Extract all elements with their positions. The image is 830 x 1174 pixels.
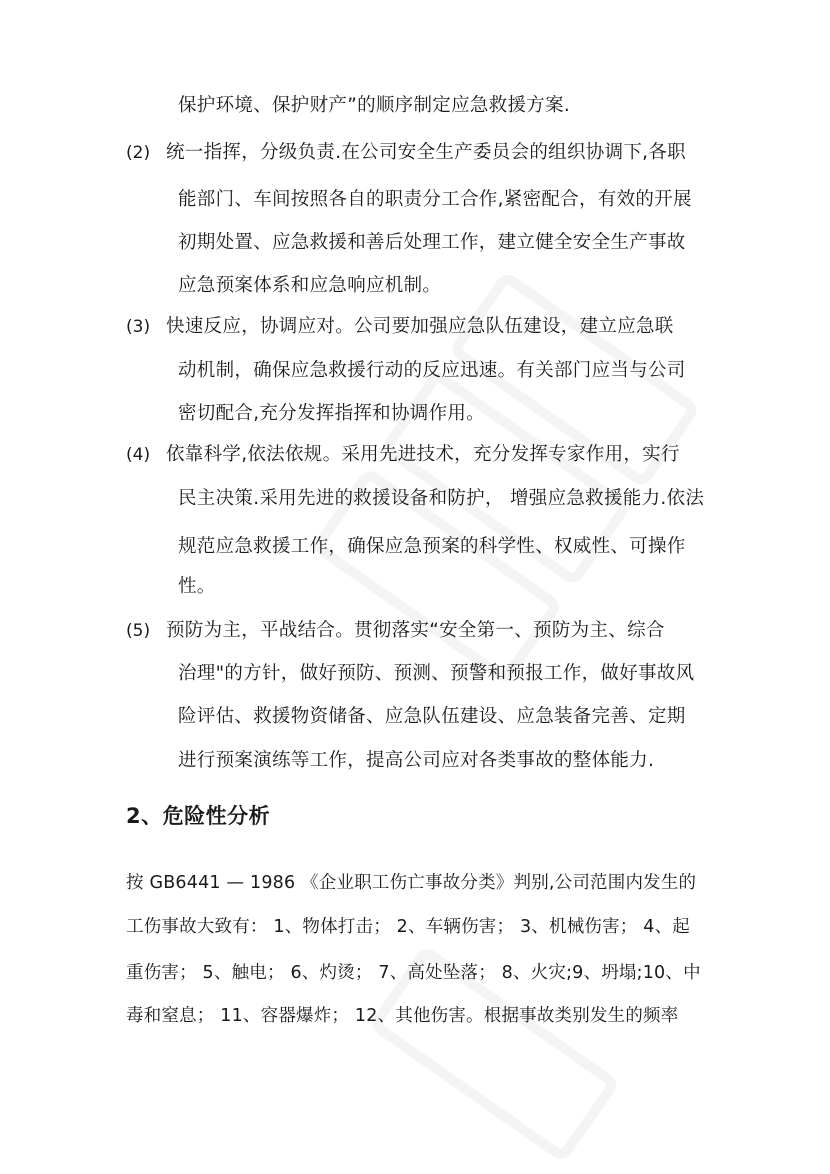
item-line: 动机制，确保应急救援行动的反应迅速。有关部门应当与公司 xyxy=(178,360,686,381)
item-line: 进行预案演练等工作，提高公司应对各类事故的整体能力. xyxy=(178,750,655,771)
item-line: 密切配合,充分发挥指挥和协调作用。 xyxy=(178,403,485,424)
paragraph-line: 毒和窒息； 11、容器爆炸； 12、其他伤害。根据事故类别发生的频率 xyxy=(126,1006,679,1026)
item-line: 规范应急救援工作，确保应急预案的科学性、权威性、可操作 xyxy=(178,536,686,557)
item-line: 险评估、救援物资储备、应急队伍建设、应急装备完善、定期 xyxy=(178,706,686,727)
paragraph-line: 按 GB6441 — 1986 《企业职工伤亡事故分类》判别,公司范围内发生的 xyxy=(126,873,697,893)
item-line: 初期处置、应急救援和善后处理工作，建立健全安全生产事故 xyxy=(178,232,686,253)
item-number: (2) xyxy=(126,143,151,163)
item-line: 治理"的方针，做好预防、预测、预警和预报工作，做好事故风 xyxy=(178,663,695,684)
item-line: 预防为主，平战结合。贯彻落实“安全第一、预防为主、综合 xyxy=(166,620,665,641)
section-heading: 2、危险性分析 xyxy=(126,804,271,828)
item-line: 应急预案体系和应急响应机制。 xyxy=(178,275,442,296)
item-number: (5) xyxy=(126,621,151,641)
paragraph-line: 重伤害； 5、触电； 6、灼烫； 7、高处坠落； 8、火灾;9、坍塌;10、中 xyxy=(126,963,701,983)
item-line: 性。 xyxy=(178,576,216,597)
item-number: (3) xyxy=(126,317,151,337)
item-number: (4) xyxy=(126,445,151,465)
item-line: 民主决策.采用先进的救援设备和防护， 增强应急救援能力.依法 xyxy=(178,488,705,509)
item-line: 快速反应，协调应对。公司要加强应急队伍建设，建立应急联 xyxy=(166,316,674,337)
item-line: 依靠科学,依法依规。采用先进技术，充分发挥专家作用，实行 xyxy=(166,444,680,465)
item-line: 能部门、车间按照各自的职责分工合作,紧密配合，有效的开展 xyxy=(178,189,692,210)
paragraph-line: 工伤事故大致有： 1、物体打击； 2、车辆伤害； 3、机械伤害； 4、起 xyxy=(126,917,690,937)
item-line: 统一指挥，分级负责.在公司安全生产委员会的组织协调下,各职 xyxy=(166,142,686,163)
intro-line: 保护环境、保护财产”的顺序制定应急救援方案. xyxy=(178,95,571,116)
